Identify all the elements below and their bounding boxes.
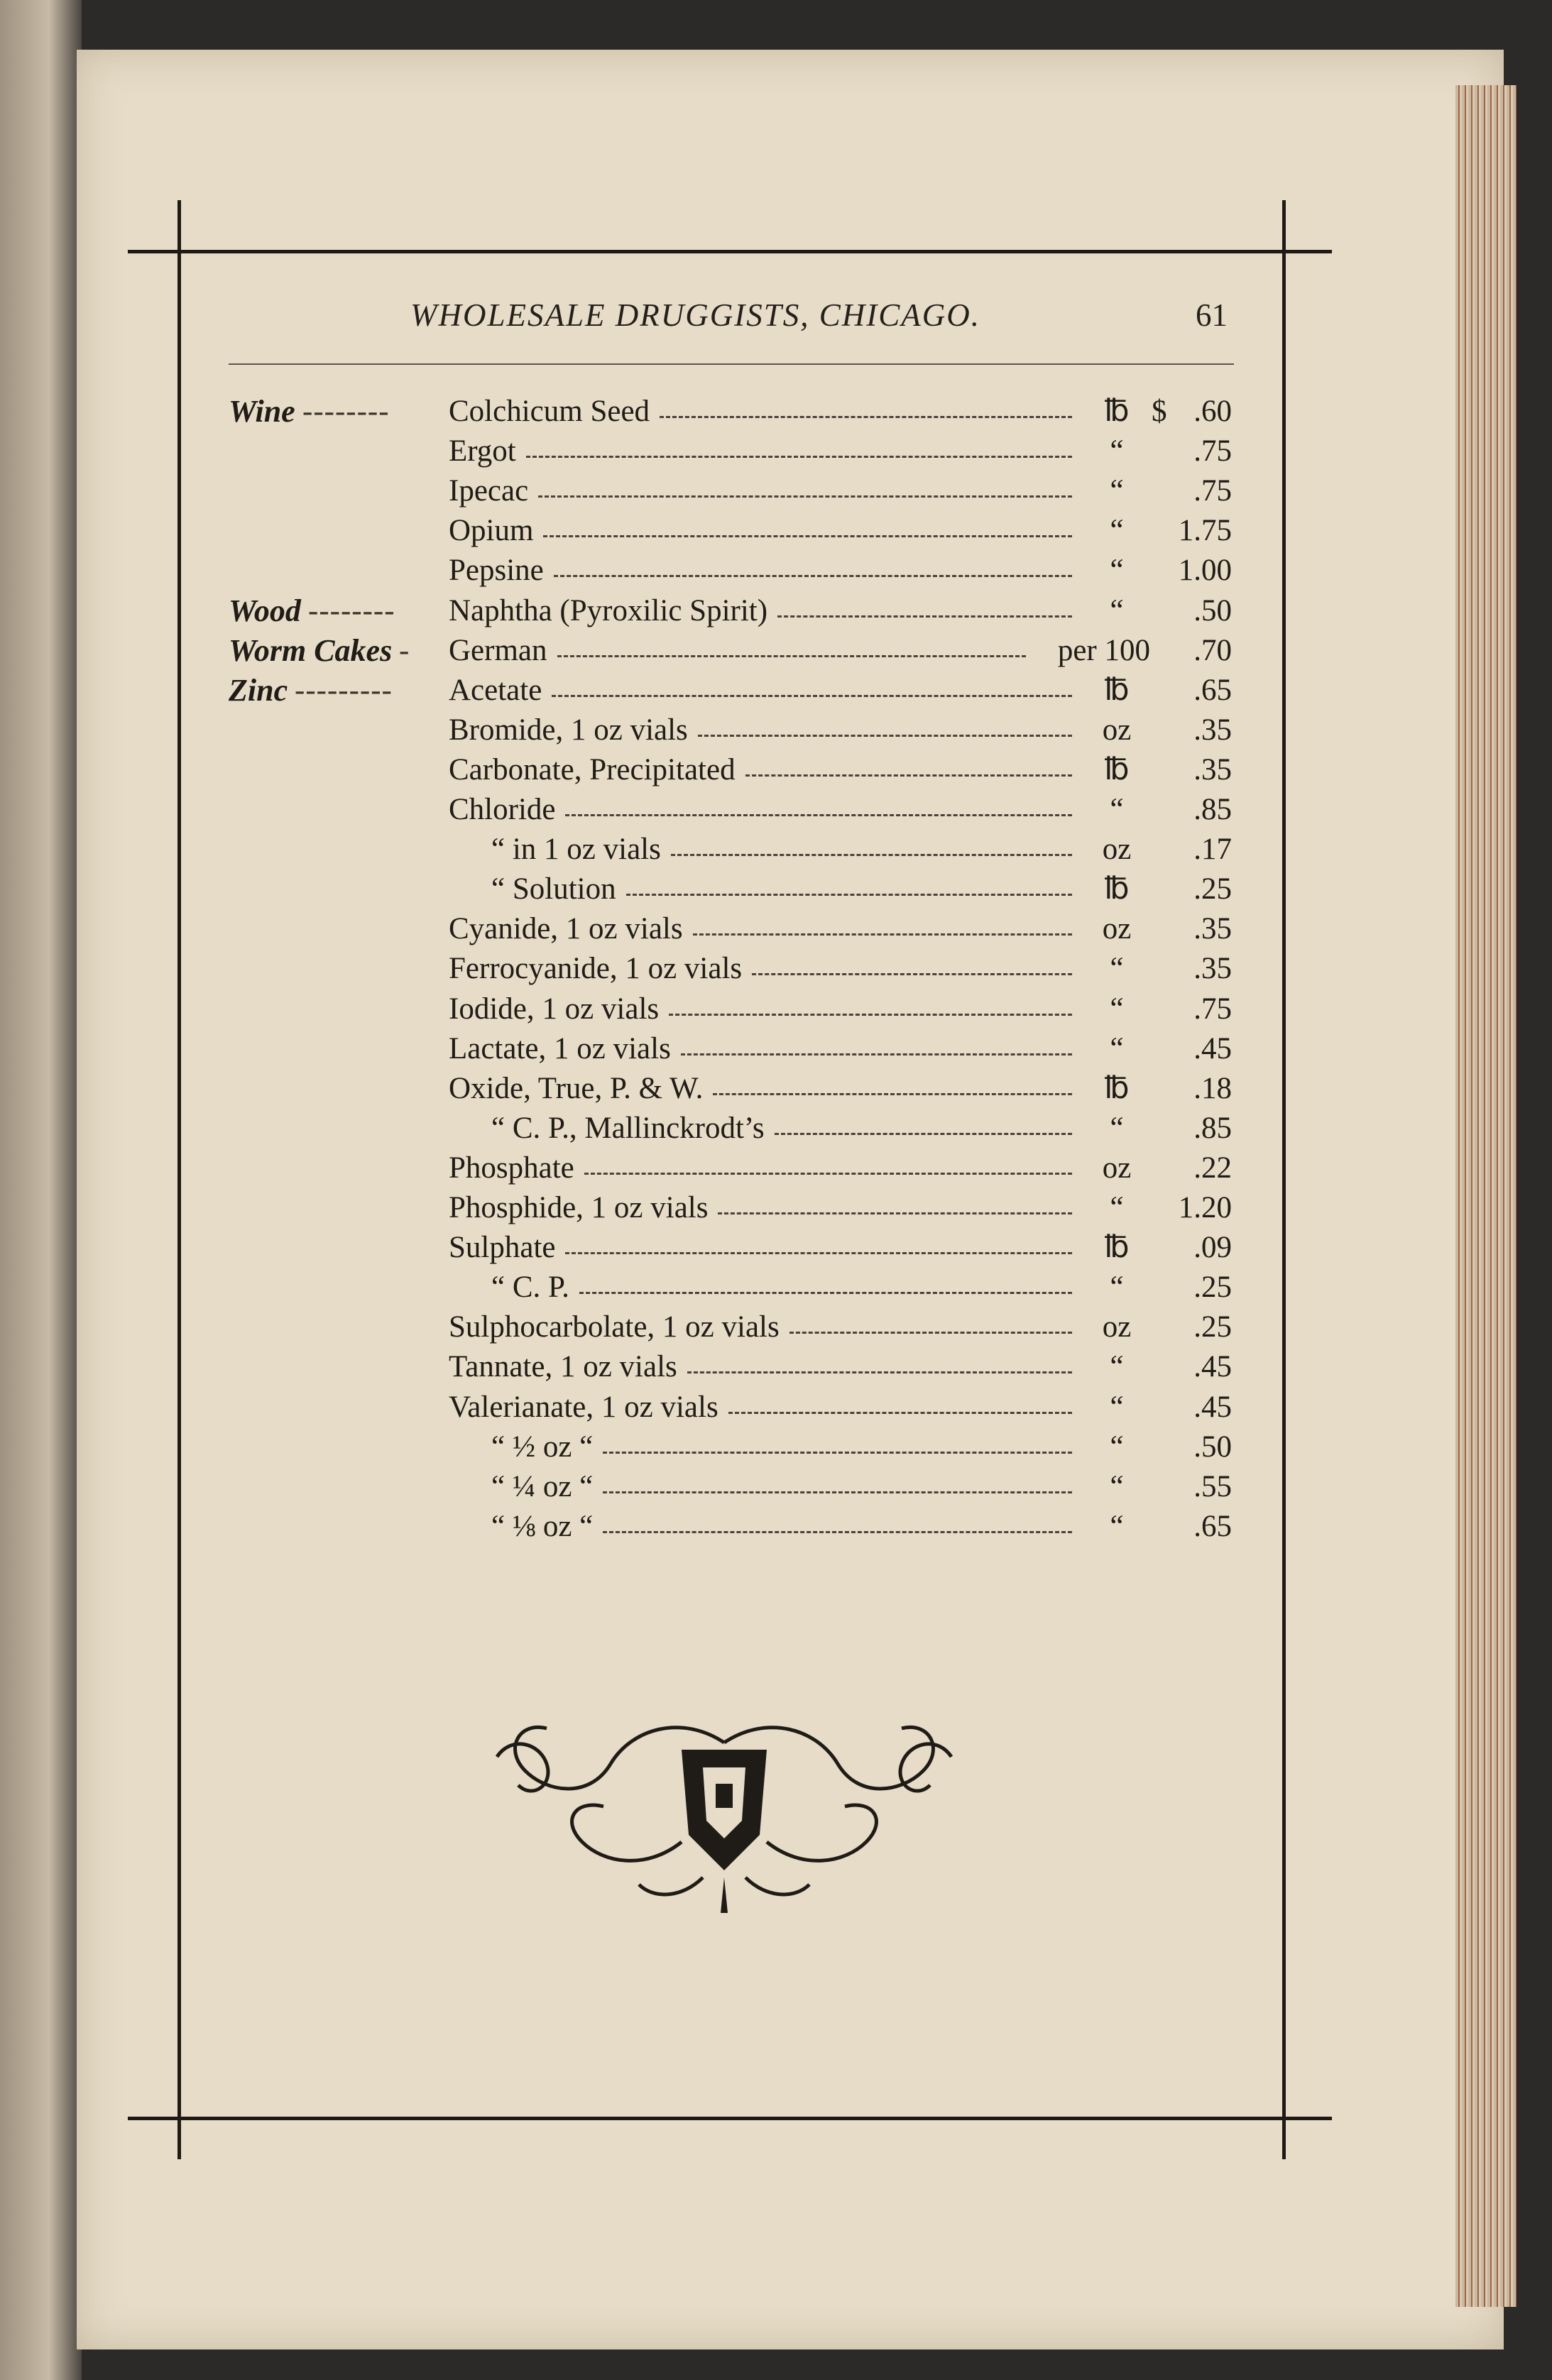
price-value: .75 [1193, 992, 1232, 1026]
item-name: Sulphate [449, 1231, 556, 1264]
price-row [0, 432, 1552, 471]
price-row [0, 471, 1552, 511]
price-value: .85 [1193, 793, 1232, 826]
price-row [0, 870, 1552, 909]
dollar-sign: $ [1152, 395, 1167, 428]
unit-label: “ [1110, 554, 1124, 587]
dotted-leader [526, 456, 1072, 458]
price-value: .45 [1193, 1032, 1232, 1065]
price-row [0, 591, 1552, 631]
price-value: .45 [1193, 1350, 1232, 1383]
category-label: Worm Cakes [229, 633, 393, 668]
price-value: .35 [1193, 912, 1232, 945]
price-value: 1.75 [1178, 514, 1232, 547]
dotted-leader [671, 854, 1072, 856]
price-value: .60 [1193, 395, 1232, 428]
dotted-leader [660, 416, 1072, 418]
unit-label: “ [1110, 514, 1124, 547]
category-label: Wood [229, 593, 301, 628]
price-value: .17 [1193, 833, 1232, 866]
price-row [0, 1109, 1552, 1148]
price-row [0, 1347, 1552, 1387]
unit-label: “ [1110, 594, 1124, 627]
price-value: .75 [1193, 474, 1232, 508]
page-number: 61 [1196, 297, 1228, 333]
price-row [0, 909, 1552, 949]
category-leader: -------- [308, 594, 395, 627]
category-leader: -------- [302, 395, 390, 428]
dotted-leader [554, 575, 1072, 577]
unit-label: ℔ [1104, 1231, 1130, 1264]
price-value: .35 [1193, 952, 1232, 985]
price-row [0, 1228, 1552, 1268]
price-row [0, 1188, 1552, 1228]
unit-label: “ [1110, 434, 1124, 468]
category-label: Wine [229, 394, 295, 429]
item-name: Sulphocarbolate, 1 oz vials [449, 1310, 780, 1344]
dotted-leader [557, 655, 1026, 657]
price-row [0, 1427, 1552, 1467]
dotted-leader [552, 695, 1072, 697]
price-value: .35 [1193, 713, 1232, 747]
category-leader: --------- [295, 674, 393, 707]
frame-top-rule [128, 250, 1332, 253]
item-name: “ ⅛ oz “ [491, 1510, 594, 1543]
dotted-leader [718, 1212, 1072, 1214]
dotted-leader [584, 1173, 1072, 1175]
price-row [0, 671, 1552, 711]
item-name: Acetate [449, 674, 542, 707]
unit-label: “ [1110, 992, 1124, 1026]
price-value: 1.00 [1178, 554, 1232, 587]
running-header: WHOLESALE DRUGGISTS, CHICAGO. [410, 297, 980, 333]
item-name: “ ¼ oz “ [491, 1470, 594, 1503]
category-label: Zinc [229, 673, 288, 708]
price-row [0, 790, 1552, 830]
unit-label: ℔ [1104, 395, 1130, 428]
price-value: .25 [1193, 1310, 1232, 1344]
item-name: Pepsine [449, 554, 544, 587]
item-name: Ipecac [449, 474, 529, 508]
dotted-leader [603, 1452, 1072, 1454]
unit-label: “ [1110, 1191, 1124, 1224]
dotted-leader [713, 1093, 1072, 1095]
price-row [0, 1388, 1552, 1427]
unit-label: ℔ [1104, 872, 1130, 906]
dotted-leader [626, 894, 1072, 896]
header-divider [229, 363, 1234, 365]
unit-label: “ [1110, 1350, 1124, 1383]
price-row [0, 392, 1552, 432]
item-name: Carbonate, Precipitated [449, 753, 736, 786]
dotted-leader [603, 1531, 1072, 1533]
price-value: .18 [1193, 1072, 1232, 1105]
price-value: .45 [1193, 1391, 1232, 1424]
price-row [0, 711, 1552, 750]
price-row [0, 830, 1552, 870]
unit-label: “ [1110, 1032, 1124, 1065]
unit-label: oz [1102, 1310, 1132, 1344]
unit-label: “ [1110, 1112, 1124, 1145]
item-name: Valerianate, 1 oz vials [449, 1391, 718, 1424]
dotted-leader [777, 615, 1072, 618]
frame-bottom-rule [128, 2117, 1332, 2120]
ornamental-vignette [469, 1700, 980, 1927]
price-value: .50 [1193, 594, 1232, 627]
dotted-leader [698, 735, 1072, 737]
dotted-leader [789, 1332, 1072, 1334]
dotted-leader [565, 1252, 1072, 1254]
price-value: .50 [1193, 1430, 1232, 1464]
price-value: .25 [1193, 1271, 1232, 1304]
dotted-leader [543, 535, 1072, 537]
item-name: Phosphate [449, 1151, 574, 1185]
unit-label: “ [1110, 1510, 1124, 1543]
category-leader: - [399, 634, 410, 667]
dotted-leader [745, 774, 1072, 777]
item-name: Chloride [449, 793, 556, 826]
price-value: .22 [1193, 1151, 1232, 1185]
unit-label: per 100 [1057, 634, 1150, 667]
item-name: Cyanide, 1 oz vials [449, 912, 683, 945]
dotted-leader [687, 1371, 1072, 1373]
dotted-leader [565, 814, 1072, 816]
unit-label: oz [1102, 912, 1132, 945]
price-value: .65 [1193, 674, 1232, 707]
item-name: Lactate, 1 oz vials [449, 1032, 671, 1065]
price-value: 1.20 [1178, 1191, 1232, 1224]
item-name: Oxide, True, P. & W. [449, 1072, 704, 1105]
price-row [0, 511, 1552, 551]
unit-label: “ [1110, 1470, 1124, 1503]
price-row [0, 1029, 1552, 1069]
price-row [0, 1268, 1552, 1307]
unit-label: “ [1110, 1430, 1124, 1464]
item-name: Colchicum Seed [449, 395, 650, 428]
price-value: .70 [1193, 634, 1232, 667]
price-value: .55 [1193, 1470, 1232, 1503]
price-value: .65 [1193, 1510, 1232, 1543]
item-name: “ in 1 oz vials [491, 833, 661, 866]
item-name: Bromide, 1 oz vials [449, 713, 688, 747]
price-value: .25 [1193, 872, 1232, 906]
dotted-leader [728, 1412, 1072, 1414]
item-name: “ C. P. [491, 1271, 569, 1304]
dotted-leader [775, 1133, 1072, 1135]
unit-label: “ [1110, 474, 1124, 508]
item-name: Ergot [449, 434, 516, 468]
price-row [0, 949, 1552, 989]
unit-label: oz [1102, 1151, 1132, 1185]
item-name: Ferrocyanide, 1 oz vials [449, 952, 743, 985]
item-name: Opium [449, 514, 534, 547]
dotted-leader [752, 973, 1072, 975]
price-value: .09 [1193, 1231, 1232, 1264]
price-value: .75 [1193, 434, 1232, 468]
unit-label: “ [1110, 1391, 1124, 1424]
price-row [0, 1467, 1552, 1507]
price-row [0, 1307, 1552, 1347]
dotted-leader [693, 933, 1072, 936]
unit-label: “ [1110, 952, 1124, 985]
price-row [0, 1069, 1552, 1109]
unit-label: oz [1102, 713, 1132, 747]
unit-label: “ [1110, 793, 1124, 826]
unit-label: oz [1102, 833, 1132, 866]
dotted-leader [538, 495, 1072, 498]
unit-label: ℔ [1104, 753, 1130, 786]
dotted-leader [603, 1491, 1072, 1493]
price-row [0, 750, 1552, 790]
item-name: Naphtha (Pyroxilic Spirit) [449, 594, 768, 627]
item-name: “ C. P., Mallinckrodt’s [491, 1112, 765, 1145]
price-value: .35 [1193, 753, 1232, 786]
dotted-leader [681, 1053, 1072, 1055]
dotted-leader [669, 1014, 1072, 1016]
unit-label: ℔ [1104, 674, 1130, 707]
price-value: .85 [1193, 1112, 1232, 1145]
price-row [0, 989, 1552, 1029]
dotted-leader [579, 1292, 1072, 1294]
price-row [0, 1507, 1552, 1547]
item-name: German [449, 634, 547, 667]
price-row [0, 1148, 1552, 1188]
item-name: Iodide, 1 oz vials [449, 992, 660, 1026]
price-row [0, 631, 1552, 671]
item-name: Tannate, 1 oz vials [449, 1350, 677, 1383]
item-name: Phosphide, 1 oz vials [449, 1191, 709, 1224]
unit-label: ℔ [1104, 1072, 1130, 1105]
price-row [0, 551, 1552, 591]
item-name: “ ½ oz “ [491, 1430, 594, 1464]
item-name: “ Solution [491, 872, 616, 906]
unit-label: “ [1110, 1271, 1124, 1304]
